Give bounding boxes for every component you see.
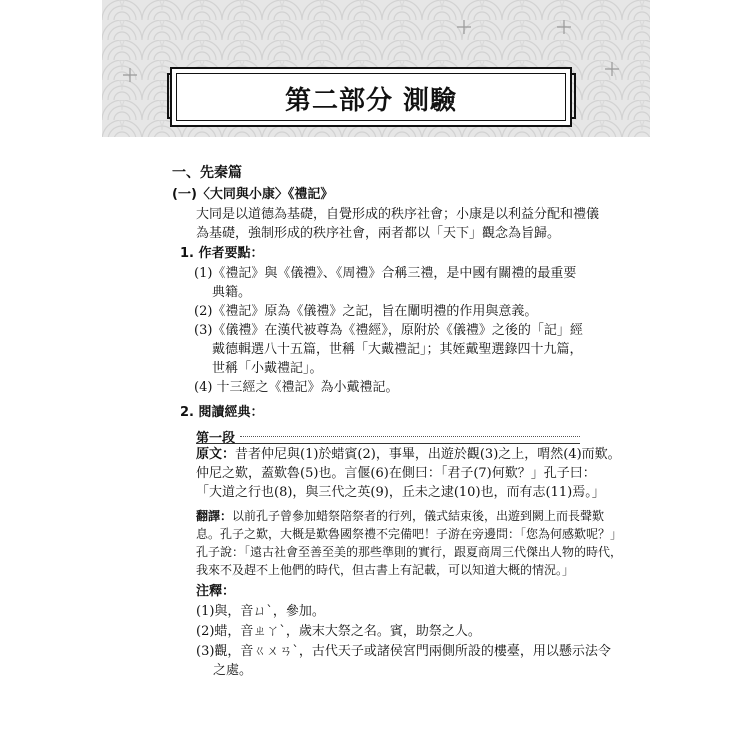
author-point-line: (1)《禮記》與《儀禮》、《周禮》合稱三禮，是中國有關禮的最重要 — [194, 266, 577, 281]
original-text-line: 原文：昔者仲尼與(1)於蜡賓(2)，事畢，出遊於觀(3)之上，喟然(4)而歎。 — [196, 447, 621, 462]
translation-line: 孔子說：「遠古社會至善至美的那些準則的實行，跟夏商周三代傑出人物的時代， — [196, 545, 623, 559]
note-item: (3)觀，音ㄍㄨㄢˋ，古代天子或諸侯宮門兩側所設的樓臺，用以懸示法令 — [196, 644, 611, 659]
intro-line: 大同是以道德為基礎，自覺形成的秩序社會；小康是以利益分配和禮儀 — [196, 207, 600, 222]
author-point-line: 世稱「小戴禮記」。 — [212, 361, 323, 376]
author-point-line: 典籍。 — [212, 285, 252, 300]
translation-line: 翻譯：以前孔子曾參加蜡祭陪祭者的行列，儀式結束後，出遊到闕上而長聲歎 — [196, 509, 605, 523]
segment-divider — [240, 436, 580, 437]
translation-label: 翻譯： — [196, 509, 233, 523]
note-item: 之處。 — [213, 663, 253, 678]
intro-line: 為基礎，強制形成的秩序社會，兩者都以「天下」觀念為旨歸。 — [196, 226, 561, 241]
author-point-line: 戴德輯選八十五篇，世稱「大戴禮記」；其姪戴聖選錄四十九篇， — [212, 342, 583, 357]
original-text-line: 「大道之行也(8)，與三代之英(9)，丘未之逮(10)也，而有志(11)焉。」 — [196, 485, 605, 500]
note-item: (1)與，音ㄩˋ，參加。 — [196, 604, 325, 619]
page-title: 第二部分 測驗 — [284, 86, 458, 116]
segment-label: 第一段 — [196, 431, 236, 446]
author-point-line: (2)《禮記》原為《儀禮》之記，旨在闡明禮的作用與意義。 — [194, 304, 538, 319]
reading-heading: 2. 閱讀經典： — [180, 405, 264, 420]
author-point-line: (3)《儀禮》在漢代被尊為《禮經》，原附於《儀禮》之後的「記」經 — [194, 323, 583, 338]
notes-label: 注釋： — [196, 584, 236, 599]
translation-line: 息。孔子之歎，大概是歎魯國祭禮不完備吧！子游在旁邊問：「您為何感歎呢？」 — [196, 527, 623, 541]
note-item: (2)蜡，音ㄓㄚˋ，歲末大祭之名。賓，助祭之人。 — [196, 624, 481, 639]
author-points-heading: 1. 作者要點： — [180, 246, 264, 261]
original-label: 原文： — [196, 447, 236, 462]
segment-underline — [196, 443, 580, 444]
section-heading: 一、先秦篇 — [172, 165, 242, 181]
title-frame — [170, 67, 572, 127]
original-text-line: 仲尼之歎，蓋歎魯(5)也。言偃(6)在側曰：「君子(7)何歎？」孔子曰： — [196, 466, 596, 481]
translation-line: 我來不及趕不上他們的時代，但古書上有記載，可以知道大概的情況。」 — [196, 563, 575, 577]
subsection-heading: (一)〈大同與小康〉《禮記》 — [172, 187, 334, 202]
author-point-line: (4) 十三經之《禮記》為小戴禮記。 — [194, 380, 399, 395]
